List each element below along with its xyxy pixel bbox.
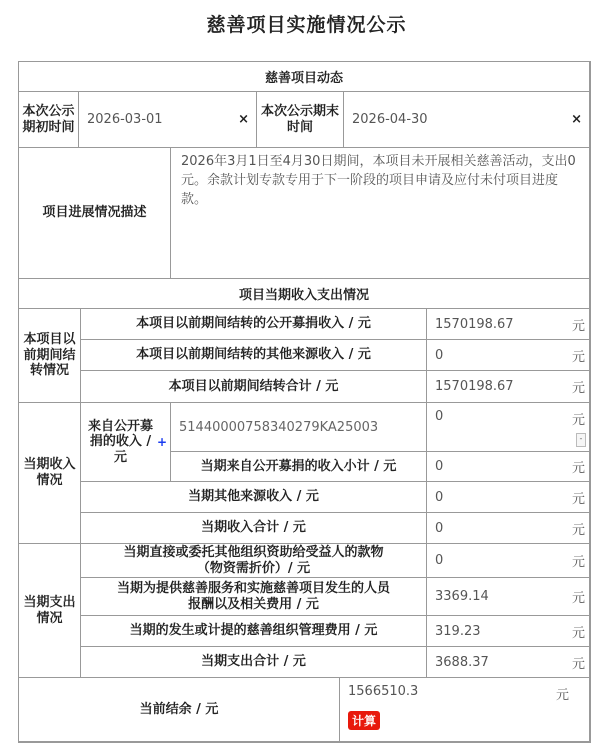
unit-label: 元 [571,461,585,476]
exp-total-label: 当期支出合计 / 元 [81,647,427,678]
income-total-label: 当期收入合计 / 元 [81,513,427,544]
public-fund-value: 0 [435,409,444,424]
period-end-label: 本次公示期末时间 [257,92,344,148]
exp-staff-label: 当期为提供慈善服务和实施慈善项目发生的人员报酬以及相关费用 / 元 [81,578,427,616]
unit-label: 元 [571,555,585,570]
add-row-icon[interactable]: + [156,434,167,449]
section-income-expense-header: 项目当期收入支出情况 [19,279,590,309]
prior-other-value: 0 [435,347,444,363]
exp-admin-field[interactable] [427,616,590,647]
prior-other-field[interactable] [427,340,590,371]
period-end-value: 2026-04-30 [352,112,428,127]
public-fund-label [81,403,171,482]
exp-total-value: 3688.37 [435,654,489,670]
progress-label: 项目进展情况描述 [19,148,171,279]
clear-end-icon[interactable]: × [571,112,582,127]
unit-label: 元 [571,413,585,428]
unit-label: 元 [571,381,585,396]
progress-text: 2026年3月1日至4月30日期间，本项目未开展相关慈善活动，支出0元。余款计划专款专用于下一阶段的项目申请及应付未付项目进度款。 [181,154,576,207]
unit-label: 元 [555,688,569,703]
balance-value: 1566510.3 [348,684,419,699]
other-income-label: 当期其他来源收入 / 元 [81,482,427,513]
period-start-value: 2026-03-01 [87,112,163,127]
public-fund-value-field[interactable] [427,403,590,452]
income-group-label: 当期收入情况 [19,403,81,544]
unit-label: 元 [571,656,585,672]
public-fund-sub-field [427,452,590,482]
other-income-value: 0 [435,489,444,505]
prior-public-field[interactable] [427,309,590,340]
prior-public-value: 1570198.67 [435,316,514,332]
unit-label: 元 [571,625,585,641]
unit-label: 元 [571,318,585,334]
exp-staff-field[interactable] [427,578,590,616]
unit-label: 元 [571,349,585,365]
period-start-field[interactable] [79,92,257,148]
page-title: 慈善项目实施情况公示 [206,14,407,36]
exp-direct-value: 0 [435,553,444,568]
exp-direct-label: 当期直接或委托其他组织资助给受益人的款物（物资需折价）/ 元 [81,544,427,578]
prior-total-value: 1570198.67 [435,379,514,394]
public-fund-sub-label: 当期来自公开募捐的收入小计 / 元 [171,452,427,482]
section-dynamic-header: 慈善项目动态 [19,62,590,92]
prior-group-label: 本项目以前期间结转情况 [19,309,81,403]
prior-total-field [427,371,590,403]
unit-label: 元 [571,491,585,507]
income-total-value: 0 [435,520,444,536]
unit-label: 元 [571,591,585,606]
public-fund-sub-value: 0 [435,459,444,474]
period-start-label: 本次公示期初时间 [19,92,79,148]
public-fund-code-field[interactable] [171,403,427,452]
expense-group-label: 当期支出情况 [19,544,81,678]
prior-other-label: 本项目以前期间结转的其他来源收入 / 元 [81,340,427,371]
calculate-button[interactable]: 计算 [348,711,380,730]
period-end-field[interactable] [344,92,590,148]
progress-textarea[interactable] [171,148,590,279]
exp-admin-label: 当期的发生或计提的慈善组织管理费用 / 元 [81,616,427,647]
unit-label: 元 [571,522,585,538]
other-income-field[interactable] [427,482,590,513]
exp-direct-field[interactable] [427,544,590,578]
scroll-button[interactable]: - [576,433,586,447]
prior-total-label: 本项目以前期间结转合计 / 元 [81,371,427,403]
clear-start-icon[interactable]: × [238,112,249,127]
balance-label: 当前结余 / 元 [19,678,340,742]
public-fund-label-text: 来自公开募捐的收入 / 元 [87,418,153,465]
charity-table [18,61,591,743]
balance-field [340,678,590,742]
public-fund-code: 51440000758340279KA25003 [179,419,379,435]
prior-public-label: 本项目以前期间结转的公开募捐收入 / 元 [81,309,427,340]
exp-admin-value: 319.23 [435,623,481,639]
exp-staff-value: 3369.14 [435,589,489,604]
exp-total-field [427,647,590,678]
income-total-field [427,513,590,544]
